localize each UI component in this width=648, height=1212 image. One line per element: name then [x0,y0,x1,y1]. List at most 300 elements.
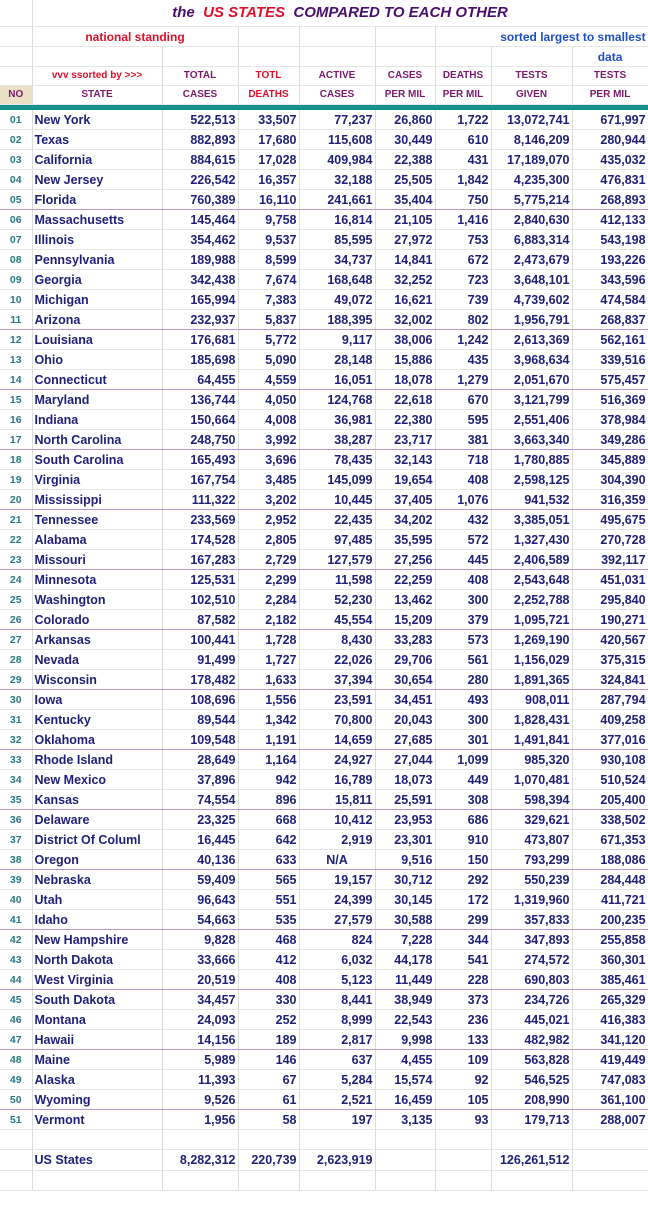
header-row-bottom [0,86,648,105]
row-number: 47 [0,1030,32,1050]
deaths-per-mil: 300 [435,590,491,610]
total-cases: 23,325 [162,810,238,830]
tests-given: 941,532 [491,490,572,510]
row-number: 49 [0,1070,32,1090]
tests-given: 598,394 [491,790,572,810]
active-cases: 241,661 [299,190,375,210]
table-row [0,790,648,810]
table-row [0,650,648,670]
deaths-per-mil: 408 [435,470,491,490]
tests-per-mil: 343,596 [572,270,648,290]
row-number: 43 [0,950,32,970]
tests-per-mil: 411,721 [572,890,648,910]
table-row [0,350,648,370]
deaths-per-mil: 802 [435,310,491,330]
active-cases: 2,817 [299,1030,375,1050]
deaths-per-mil: 718 [435,450,491,470]
row-number: 25 [0,590,32,610]
total-deaths: 1,164 [238,750,299,770]
row-number: 38 [0,850,32,870]
active-cases: 70,800 [299,710,375,730]
deaths-per-mil: 292 [435,870,491,890]
active-cases: 824 [299,930,375,950]
row-number: 45 [0,990,32,1010]
cases-per-mil: 15,886 [375,350,435,370]
deaths-per-mil: 541 [435,950,491,970]
cases-per-mil: 37,405 [375,490,435,510]
tests-per-mil: 200,235 [572,910,648,930]
active-cases: 145,099 [299,470,375,490]
total-deaths: 8,599 [238,250,299,270]
state-name: Wyoming [32,1090,162,1110]
total-deaths: 16,357 [238,170,299,190]
active-cases: 28,148 [299,350,375,370]
header-state: STATE [32,86,162,105]
tests-per-mil: 392,117 [572,550,648,570]
row-number: 23 [0,550,32,570]
active-cases: 16,814 [299,210,375,230]
tests-given: 546,525 [491,1070,572,1090]
state-name: Idaho [32,910,162,930]
total-cases: 125,531 [162,570,238,590]
total-deaths: 1,633 [238,670,299,690]
table-row [0,1110,648,1130]
active-cases: 637 [299,1050,375,1070]
deaths-per-mil: 133 [435,1030,491,1050]
state-name: Michigan [32,290,162,310]
row-number: 27 [0,630,32,650]
total-cases: 167,754 [162,470,238,490]
total-cases: 111,322 [162,490,238,510]
table-row [0,150,648,170]
state-name: Minnesota [32,570,162,590]
table-row [0,370,648,390]
table-row [0,530,648,550]
tests-given: 908,011 [491,690,572,710]
total-cases: 100,441 [162,630,238,650]
total-cases: 5,989 [162,1050,238,1070]
tests-given: 2,473,679 [491,250,572,270]
deaths-per-mil: 686 [435,810,491,830]
tests-per-mil: 747,083 [572,1070,648,1090]
tests-given: 329,621 [491,810,572,830]
tests-per-mil: 671,353 [572,830,648,850]
row-number: 36 [0,810,32,830]
table-row [0,730,648,750]
total-cases: 342,438 [162,270,238,290]
deaths-per-mil: 1,279 [435,370,491,390]
total-deaths: 468 [238,930,299,950]
table-row [0,410,648,430]
deaths-per-mil: 408 [435,570,491,590]
tests-given: 2,252,788 [491,590,572,610]
deaths-per-mil: 109 [435,1050,491,1070]
row-number: 50 [0,1090,32,1110]
row-number: 35 [0,790,32,810]
tests-per-mil: 270,728 [572,530,648,550]
totals-label: US States [32,1150,162,1171]
tests-per-mil: 339,516 [572,350,648,370]
active-cases: 409,984 [299,150,375,170]
deaths-per-mil: 236 [435,1010,491,1030]
tests-per-mil: 375,315 [572,650,648,670]
total-deaths: 3,485 [238,470,299,490]
blank-row [0,1130,648,1150]
state-name: Pennsylvania [32,250,162,270]
active-cases: 124,768 [299,390,375,410]
deaths-per-mil: 572 [435,530,491,550]
total-cases: 167,283 [162,550,238,570]
tests-per-mil: 361,100 [572,1090,648,1110]
row-number: 06 [0,210,32,230]
total-deaths: 2,952 [238,510,299,530]
total-cases: 233,569 [162,510,238,530]
active-cases: 27,579 [299,910,375,930]
cases-per-mil: 11,449 [375,970,435,990]
tests-given: 793,299 [491,850,572,870]
active-cases: 127,579 [299,550,375,570]
state-name: Hawaii [32,1030,162,1050]
table-row [0,170,648,190]
active-cases: 77,237 [299,110,375,130]
total-cases: 59,409 [162,870,238,890]
tests-per-mil: 304,390 [572,470,648,490]
table-row [0,290,648,310]
tests-per-mil: 562,161 [572,330,648,350]
tests-given: 274,572 [491,950,572,970]
row-number: 07 [0,230,32,250]
row-number: 30 [0,690,32,710]
active-cases: 32,188 [299,170,375,190]
deaths-per-mil: 1,076 [435,490,491,510]
cases-per-mil: 14,841 [375,250,435,270]
tests-given: 2,406,589 [491,550,572,570]
active-cases: N/A [299,850,375,870]
state-name: Mississippi [32,490,162,510]
total-cases: 176,681 [162,330,238,350]
row-number: 15 [0,390,32,410]
active-cases: 2,919 [299,830,375,850]
state-name: Colorado [32,610,162,630]
active-cases: 2,521 [299,1090,375,1110]
cases-per-mil: 34,202 [375,510,435,530]
total-cases: 96,643 [162,890,238,910]
active-cases: 10,412 [299,810,375,830]
deaths-per-mil: 280 [435,670,491,690]
tests-per-mil: 205,400 [572,790,648,810]
header-top-4: DEATHS [435,67,491,86]
deaths-per-mil: 431 [435,150,491,170]
tests-given: 2,543,648 [491,570,572,590]
state-name: Connecticut [32,370,162,390]
total-deaths: 2,805 [238,530,299,550]
table-row [0,470,648,490]
tests-per-mil: 360,301 [572,950,648,970]
total-deaths: 330 [238,990,299,1010]
header-top-2: ACTIVE [299,67,375,86]
tests-given: 3,968,634 [491,350,572,370]
table-row [0,310,648,330]
deaths-per-mil: 373 [435,990,491,1010]
row-number: 39 [0,870,32,890]
total-deaths: 642 [238,830,299,850]
row-number: 02 [0,130,32,150]
total-deaths: 3,696 [238,450,299,470]
tests-per-mil: 265,329 [572,990,648,1010]
active-cases: 22,435 [299,510,375,530]
state-name: Iowa [32,690,162,710]
total-cases: 37,896 [162,770,238,790]
cases-per-mil: 25,505 [375,170,435,190]
cases-per-mil: 25,591 [375,790,435,810]
active-cases: 23,591 [299,690,375,710]
total-deaths: 2,284 [238,590,299,610]
active-cases: 16,051 [299,370,375,390]
total-cases: 89,544 [162,710,238,730]
deaths-per-mil: 299 [435,910,491,930]
tests-given: 357,833 [491,910,572,930]
row-number: 26 [0,610,32,630]
state-name: New Hampshire [32,930,162,950]
state-name: Alabama [32,530,162,550]
total-cases: 102,510 [162,590,238,610]
subtitle-data: data [572,47,648,67]
subtitle-sorted: sorted largest to smallest [435,27,648,47]
total-deaths: 67 [238,1070,299,1090]
tests-given: 6,883,314 [491,230,572,250]
deaths-per-mil: 379 [435,610,491,630]
total-cases: 174,528 [162,530,238,550]
row-number: 31 [0,710,32,730]
cases-per-mil: 3,135 [375,1110,435,1130]
cases-per-mil: 30,654 [375,670,435,690]
row-number: 37 [0,830,32,850]
deaths-per-mil: 381 [435,430,491,450]
row-number: 03 [0,150,32,170]
blank-row-end [0,1171,648,1191]
row-number: 40 [0,890,32,910]
tests-per-mil: 341,120 [572,1030,648,1050]
cases-per-mil: 32,143 [375,450,435,470]
table-row [0,190,648,210]
sort-note: vvv ssorted by >>> [32,67,162,86]
total-cases: 24,093 [162,1010,238,1030]
totals-cases: 8,282,312 [162,1150,238,1171]
table-row [0,250,648,270]
state-name: Delaware [32,810,162,830]
subtitle-national-standing: national standing [32,27,238,47]
state-name: Nevada [32,650,162,670]
deaths-per-mil: 573 [435,630,491,650]
tests-given: 563,828 [491,1050,572,1070]
state-name: Utah [32,890,162,910]
cases-per-mil: 22,543 [375,1010,435,1030]
total-deaths: 1,727 [238,650,299,670]
total-cases: 522,513 [162,110,238,130]
total-cases: 54,663 [162,910,238,930]
tests-per-mil: 419,449 [572,1050,648,1070]
totals-active: 2,623,919 [299,1150,375,1171]
total-deaths: 565 [238,870,299,890]
cases-per-mil: 16,459 [375,1090,435,1110]
table-row [0,710,648,730]
total-deaths: 2,729 [238,550,299,570]
cases-per-mil: 13,462 [375,590,435,610]
state-name: Kansas [32,790,162,810]
active-cases: 115,608 [299,130,375,150]
total-cases: 64,455 [162,370,238,390]
table-row [0,450,648,470]
cases-per-mil: 22,618 [375,390,435,410]
tests-given: 550,239 [491,870,572,890]
total-deaths: 942 [238,770,299,790]
total-deaths: 412 [238,950,299,970]
deaths-per-mil: 445 [435,550,491,570]
table-row [0,850,648,870]
row-number: 17 [0,430,32,450]
table-row [0,930,648,950]
deaths-per-mil: 105 [435,1090,491,1110]
active-cases: 24,399 [299,890,375,910]
state-name: North Carolina [32,430,162,450]
table-row [0,890,648,910]
total-cases: 108,696 [162,690,238,710]
active-cases: 168,648 [299,270,375,290]
row-number: 48 [0,1050,32,1070]
tests-per-mil: 377,016 [572,730,648,750]
deaths-per-mil: 449 [435,770,491,790]
deaths-per-mil: 93 [435,1110,491,1130]
cases-per-mil: 27,044 [375,750,435,770]
total-deaths: 3,202 [238,490,299,510]
tests-per-mil: 474,584 [572,290,648,310]
tests-given: 1,491,841 [491,730,572,750]
tests-given: 1,156,029 [491,650,572,670]
total-cases: 226,542 [162,170,238,190]
active-cases: 197 [299,1110,375,1130]
row-number: 42 [0,930,32,950]
state-name: District Of Columl [32,830,162,850]
cases-per-mil: 18,073 [375,770,435,790]
table-row [0,970,648,990]
tests-per-mil: 268,837 [572,310,648,330]
total-cases: 28,649 [162,750,238,770]
table-row [0,1030,648,1050]
header-bottom-2: CASES [299,86,375,105]
total-deaths: 1,556 [238,690,299,710]
cases-per-mil: 21,105 [375,210,435,230]
deaths-per-mil: 595 [435,410,491,430]
total-deaths: 633 [238,850,299,870]
table-row [0,690,648,710]
total-deaths: 252 [238,1010,299,1030]
cases-per-mil: 15,574 [375,1070,435,1090]
state-name: Kentucky [32,710,162,730]
active-cases: 11,598 [299,570,375,590]
active-cases: 49,072 [299,290,375,310]
cases-per-mil: 30,145 [375,890,435,910]
table-row [0,750,648,770]
cases-per-mil: 30,588 [375,910,435,930]
tests-given: 445,021 [491,1010,572,1030]
table-row [0,330,648,350]
table-row [0,510,648,530]
cases-per-mil: 22,259 [375,570,435,590]
active-cases: 85,595 [299,230,375,250]
tests-given: 17,189,070 [491,150,572,170]
table-row [0,550,648,570]
total-cases: 165,493 [162,450,238,470]
tests-per-mil: 435,032 [572,150,648,170]
cases-per-mil: 16,621 [375,290,435,310]
total-deaths: 1,342 [238,710,299,730]
row-number: 18 [0,450,32,470]
row-number: 16 [0,410,32,430]
deaths-per-mil: 1,842 [435,170,491,190]
total-deaths: 5,090 [238,350,299,370]
cases-per-mil: 29,706 [375,650,435,670]
state-name: Ohio [32,350,162,370]
total-cases: 189,988 [162,250,238,270]
row-number: 08 [0,250,32,270]
tests-given: 5,775,214 [491,190,572,210]
header-bottom-0: CASES [162,86,238,105]
total-cases: 16,445 [162,830,238,850]
table-row [0,950,648,970]
active-cases: 38,287 [299,430,375,450]
cases-per-mil: 22,380 [375,410,435,430]
header-bottom-6: PER MIL [572,86,648,105]
cases-per-mil: 38,949 [375,990,435,1010]
active-cases: 97,485 [299,530,375,550]
table-row [0,230,648,250]
state-name: California [32,150,162,170]
deaths-per-mil: 610 [435,130,491,150]
cases-per-mil: 20,043 [375,710,435,730]
row-number: 04 [0,170,32,190]
tests-given: 1,956,791 [491,310,572,330]
total-deaths: 4,559 [238,370,299,390]
tests-given: 2,051,670 [491,370,572,390]
deaths-per-mil: 493 [435,690,491,710]
tests-given: 179,713 [491,1110,572,1130]
header-top-0: TOTAL [162,67,238,86]
tests-given: 2,613,369 [491,330,572,350]
total-cases: 232,937 [162,310,238,330]
total-deaths: 9,537 [238,230,299,250]
total-cases: 882,893 [162,130,238,150]
deaths-per-mil: 301 [435,730,491,750]
state-name: Indiana [32,410,162,430]
cases-per-mil: 32,002 [375,310,435,330]
row-number: 33 [0,750,32,770]
tests-given: 234,726 [491,990,572,1010]
row-number: 01 [0,110,32,130]
tests-per-mil: 385,461 [572,970,648,990]
tests-given: 2,598,125 [491,470,572,490]
active-cases: 19,157 [299,870,375,890]
tests-per-mil: 193,226 [572,250,648,270]
tests-given: 8,146,209 [491,130,572,150]
totals-tests: 126,261,512 [491,1150,572,1171]
state-name: New Mexico [32,770,162,790]
deaths-per-mil: 172 [435,890,491,910]
active-cases: 52,230 [299,590,375,610]
cases-per-mil: 23,953 [375,810,435,830]
active-cases: 8,999 [299,1010,375,1030]
subtitle-row [0,27,648,47]
state-name: Tennessee [32,510,162,530]
